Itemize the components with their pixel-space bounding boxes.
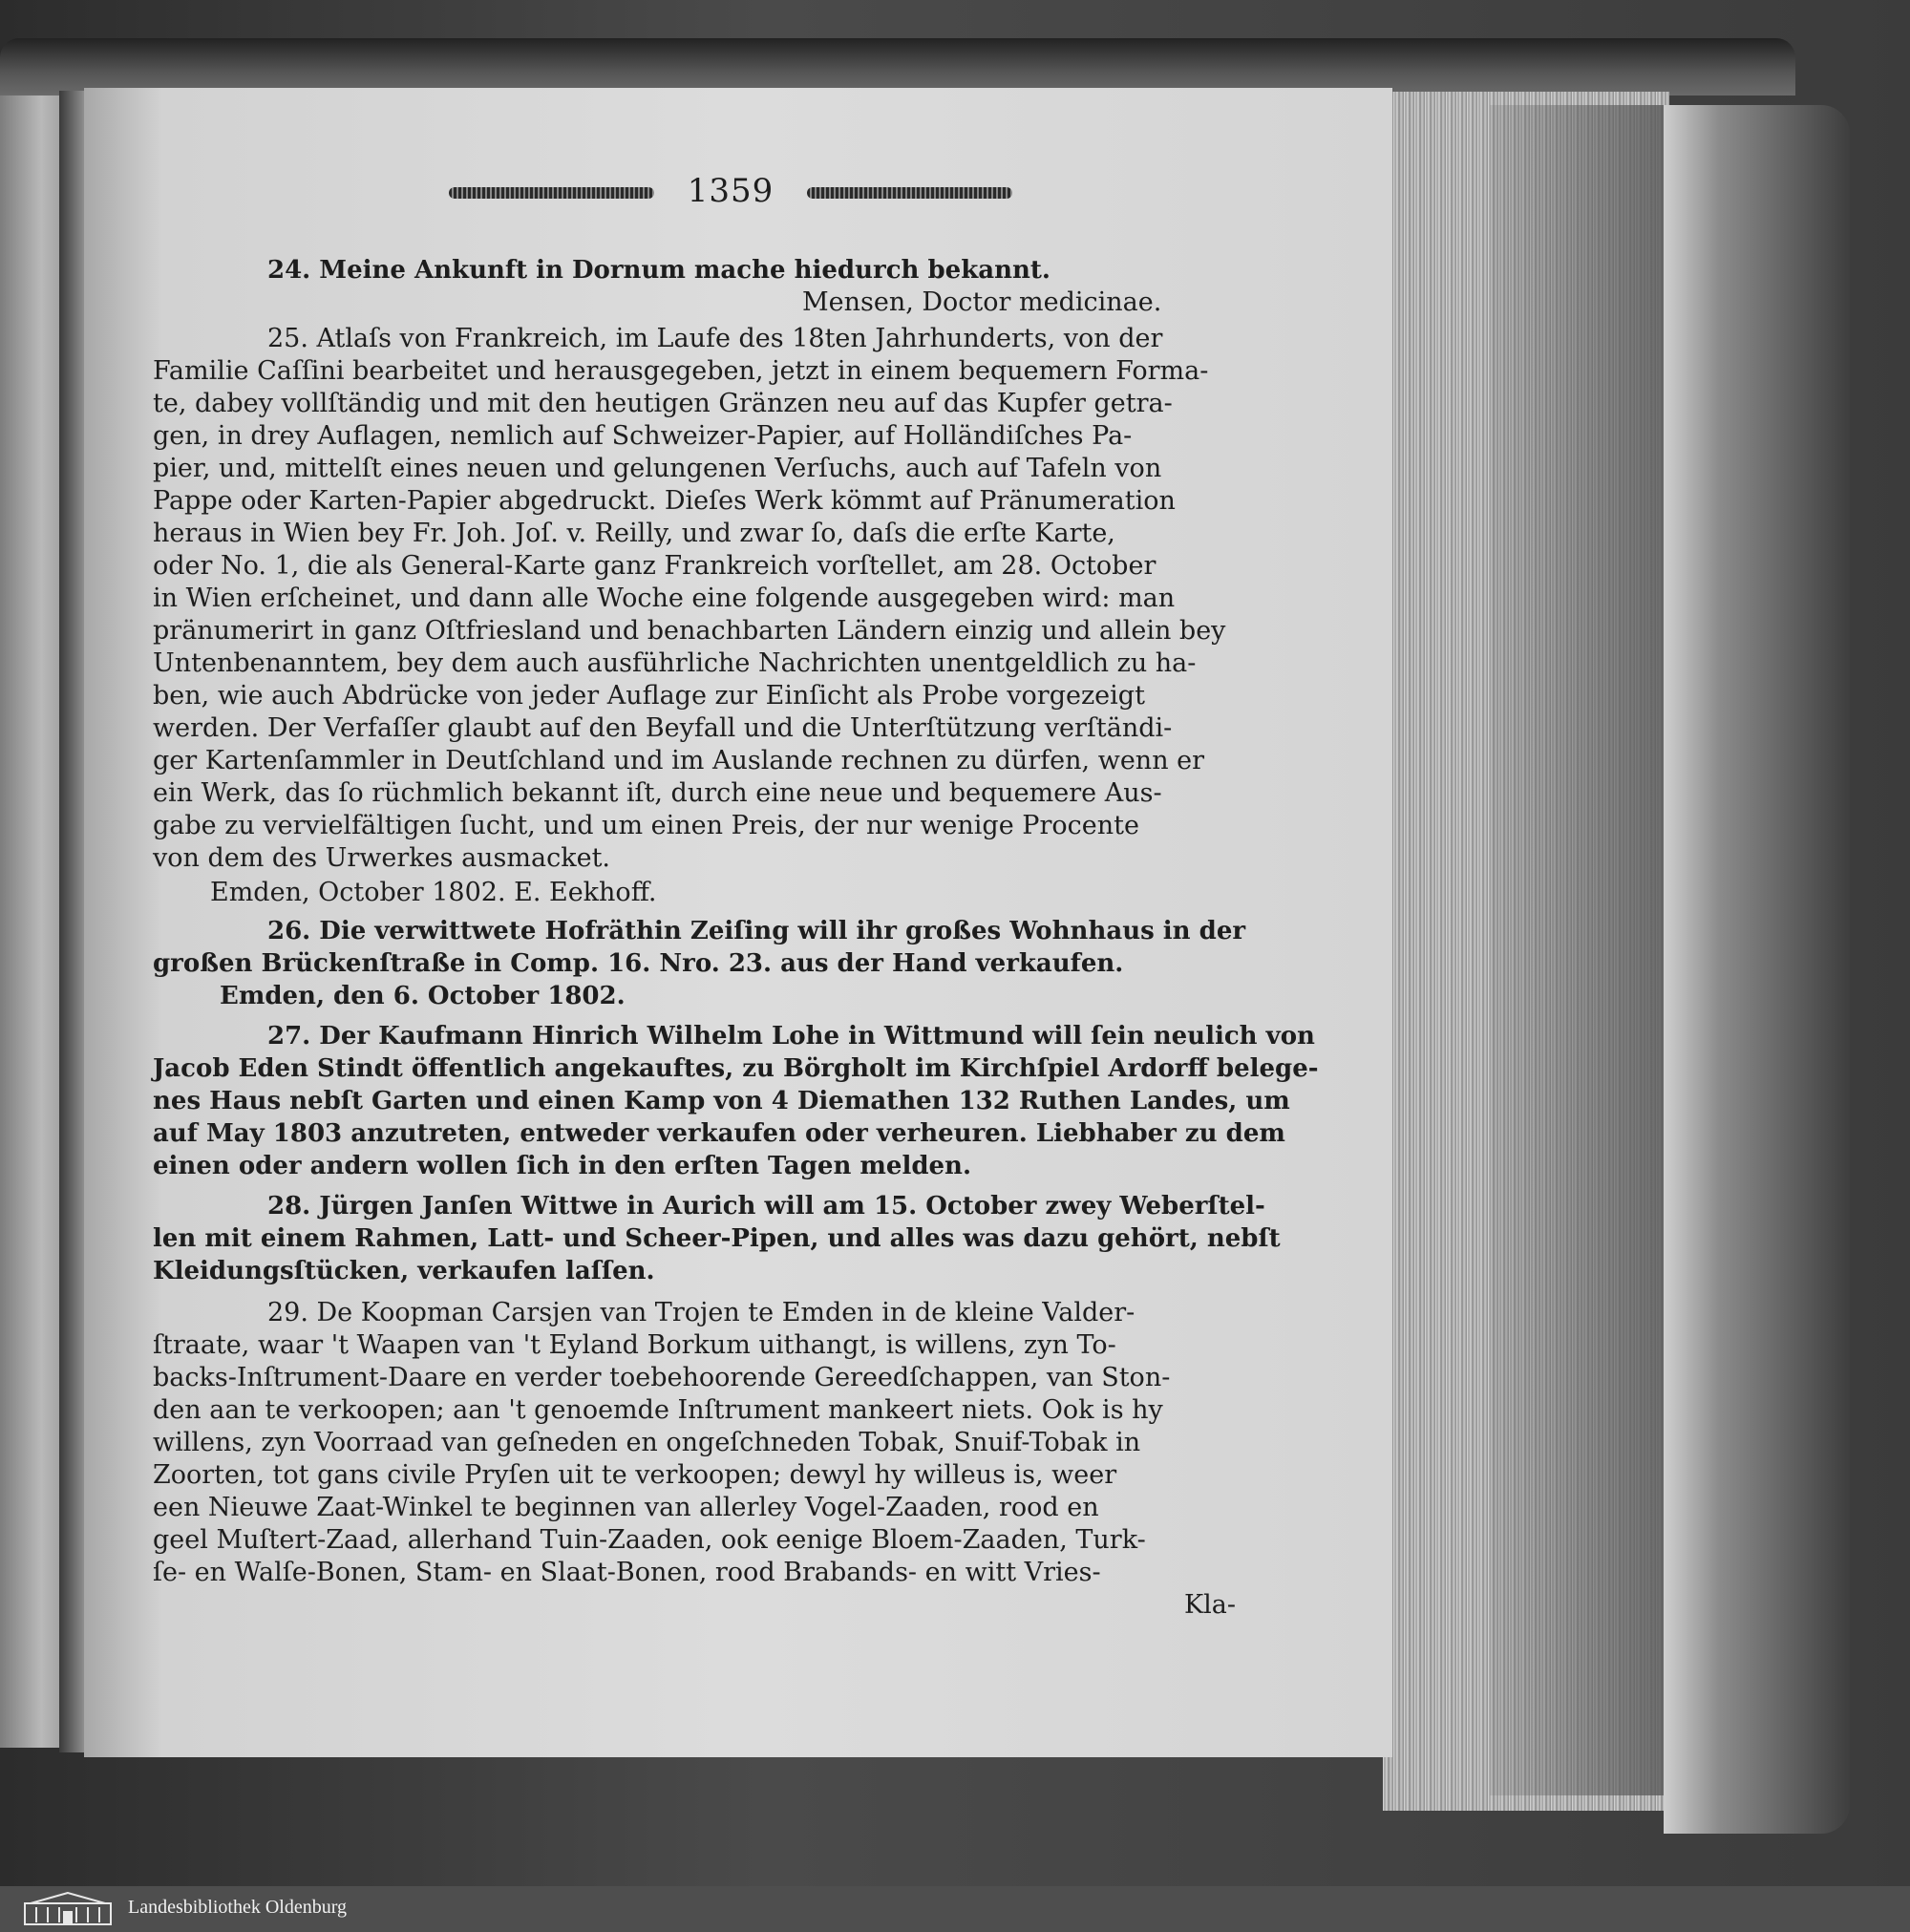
text-line: heraus in Wien bey Fr. Joh. Joſ. v. Reilly, und zwar ſo, daſs die erſte Karte, [153,519,1115,548]
text-line: auf May 1803 anzutreten, entweder verkaufen oder verheuren. Liebhaber zu dem [153,1119,1285,1148]
text-line: Zoorten, tot gans civile Pryſen uit te verkoopen; dewyl hy willeus is, weer [153,1460,1117,1490]
footer-bar [0,1886,1910,1932]
text-line: Emden, October 1802. E. Eekhoff. [210,878,657,907]
text-line: Jacob Eden Stindt öffentlich angekauftes, zu Börgholt im Kirchſpiel Ardorff belege- [153,1054,1319,1083]
page-block-shadow [1490,105,1671,1795]
text-line: backs-Inſtrument-Daare en verder toebehoorende Gereedſchappen, van Ston- [153,1363,1171,1392]
library-building-icon [21,1890,115,1928]
text-line: in Wien erſcheinet, und dann alle Woche eine folgende ausgegeben wird: man [153,584,1176,613]
text-line: len mit einem Rahmen, Latt- und Scheer-Pipen, und alles was dazu gehört, nebſt [153,1224,1281,1253]
text-line: werden. Der Verfaſſer glaubt auf den Beyfall und die Unterſtützung verſtändi- [153,713,1173,743]
text-line: ben, wie auch Abdrücke von jeder Auflage zur Einſicht als Probe vorgezeigt [153,681,1145,711]
text-line: gen, in drey Auflagen, nemlich auf Schweizer-Papier, auf Holländiſches Pa- [153,421,1133,451]
text-line: Emden, den 6. October 1802. [220,982,626,1010]
text-line: Pappe oder Karten-Papier abgedruckt. Dieſes Werk kömmt auf Pränumeration [153,486,1176,516]
page-header [449,172,1012,214]
text-line: een Nieuwe Zaat-Winkel te beginnen van allerley Vogel-Zaaden, rood en [153,1493,1099,1522]
text-line: großen Brückenſtraße in Comp. 16. Nro. 23. aus der Hand verkaufen. [153,949,1124,978]
text-line: von dem des Urwerkes ausmacket. [153,843,610,873]
text-line: 25. Atlaſs von Frankreich, im Laufe des 18ten Jahrhunderts, von der [267,324,1163,353]
text-line: oder No. 1, die als General-Karte ganz Frankreich vorſtellet, am 28. October [153,551,1157,581]
text-line: 24. Meine Ankunft in Dornum mache hiedurch bekannt. [267,256,1050,285]
text-line: 27. Der Kaufmann Hinrich Wilhelm Lohe in Wittmund will ſein neulich von [267,1022,1315,1051]
text-line: nes Haus nebſt Garten und einen Kamp von 4 Diemathen 132 Ruthen Landes, um [153,1087,1290,1115]
header-ornament-right [807,187,1012,199]
text-line: pränumerirt in ganz Oſtfriesland und benachbarten Ländern einzig und allein bey [153,616,1226,646]
text-line: 26. Die verwittwete Hofräthin Zeiſing will ihr großes Wohnhaus in der [267,917,1246,945]
text-line: 29. De Koopman Carsjen van Trojen te Emden in de kleine Valder- [267,1298,1135,1327]
text-line: geel Muſtert-Zaad, allerhand Tuin-Zaaden, ook eenige Bloem-Zaaden, Turk- [153,1525,1146,1555]
text-line: pier, und, mittelſt eines neuen und gelungenen Verſuchs, auch auf Tafeln von [153,454,1162,483]
text-line: 28. Jürgen Janſen Wittwe in Aurich will am 15. October zwey Weberſtel- [267,1192,1265,1221]
text-line: den aan te verkoopen; aan 't genoemde Inſtrument mankeert niets. Ook is hy [153,1395,1163,1425]
text-line: ein Werk, das ſo rüchmlich bekannt iſt, durch eine neue und bequemere Aus- [153,778,1162,808]
page-number: 1359 [687,172,775,210]
text-line: Mensen, Doctor medicinae. [802,287,1162,317]
text-line: ſe- en Walſe-Bonen, Stam- en Slaat-Bonen, rood Brabands- en witt Vries- [153,1558,1101,1587]
text-line: Familie Caſſini bearbeitet und herausgegeben, jetzt in einem bequemern Forma- [153,356,1209,386]
text-line: ger Kartenſammler in Deutſchland und im Auslande rechnen zu dürfen, wenn er [153,746,1205,775]
text-line: gabe zu vervielfältigen ſucht, und um einen Preis, der nur wenige Procente [153,811,1139,840]
text-line: te, dabey vollſtändig und mit den heutigen Gränzen neu auf das Kupfer getra- [153,389,1173,418]
text-line: einen oder andern wollen ſich in den erſten Tagen melden. [153,1152,972,1180]
book-cover-right [1664,105,1850,1834]
text-line: Untenbenanntem, bey dem auch ausführliche Nachrichten unentgeldlich zu ha- [153,648,1197,678]
footer-library-name: Landesbibliothek Oldenburg [128,1897,348,1918]
text-line: Kleidungsſtücken, verkaufen laſſen. [153,1257,655,1285]
text-line: willens, zyn Voorraad van geſneden en ongeſchneden Tobak, Snuif-Tobak in [153,1428,1141,1457]
text-line: Kla- [1184,1590,1237,1620]
book-cover-top [0,38,1795,96]
text-line: ſtraate, waar 't Waapen van 't Eyland Borkum uithangt, is willens, zyn To- [153,1330,1116,1360]
